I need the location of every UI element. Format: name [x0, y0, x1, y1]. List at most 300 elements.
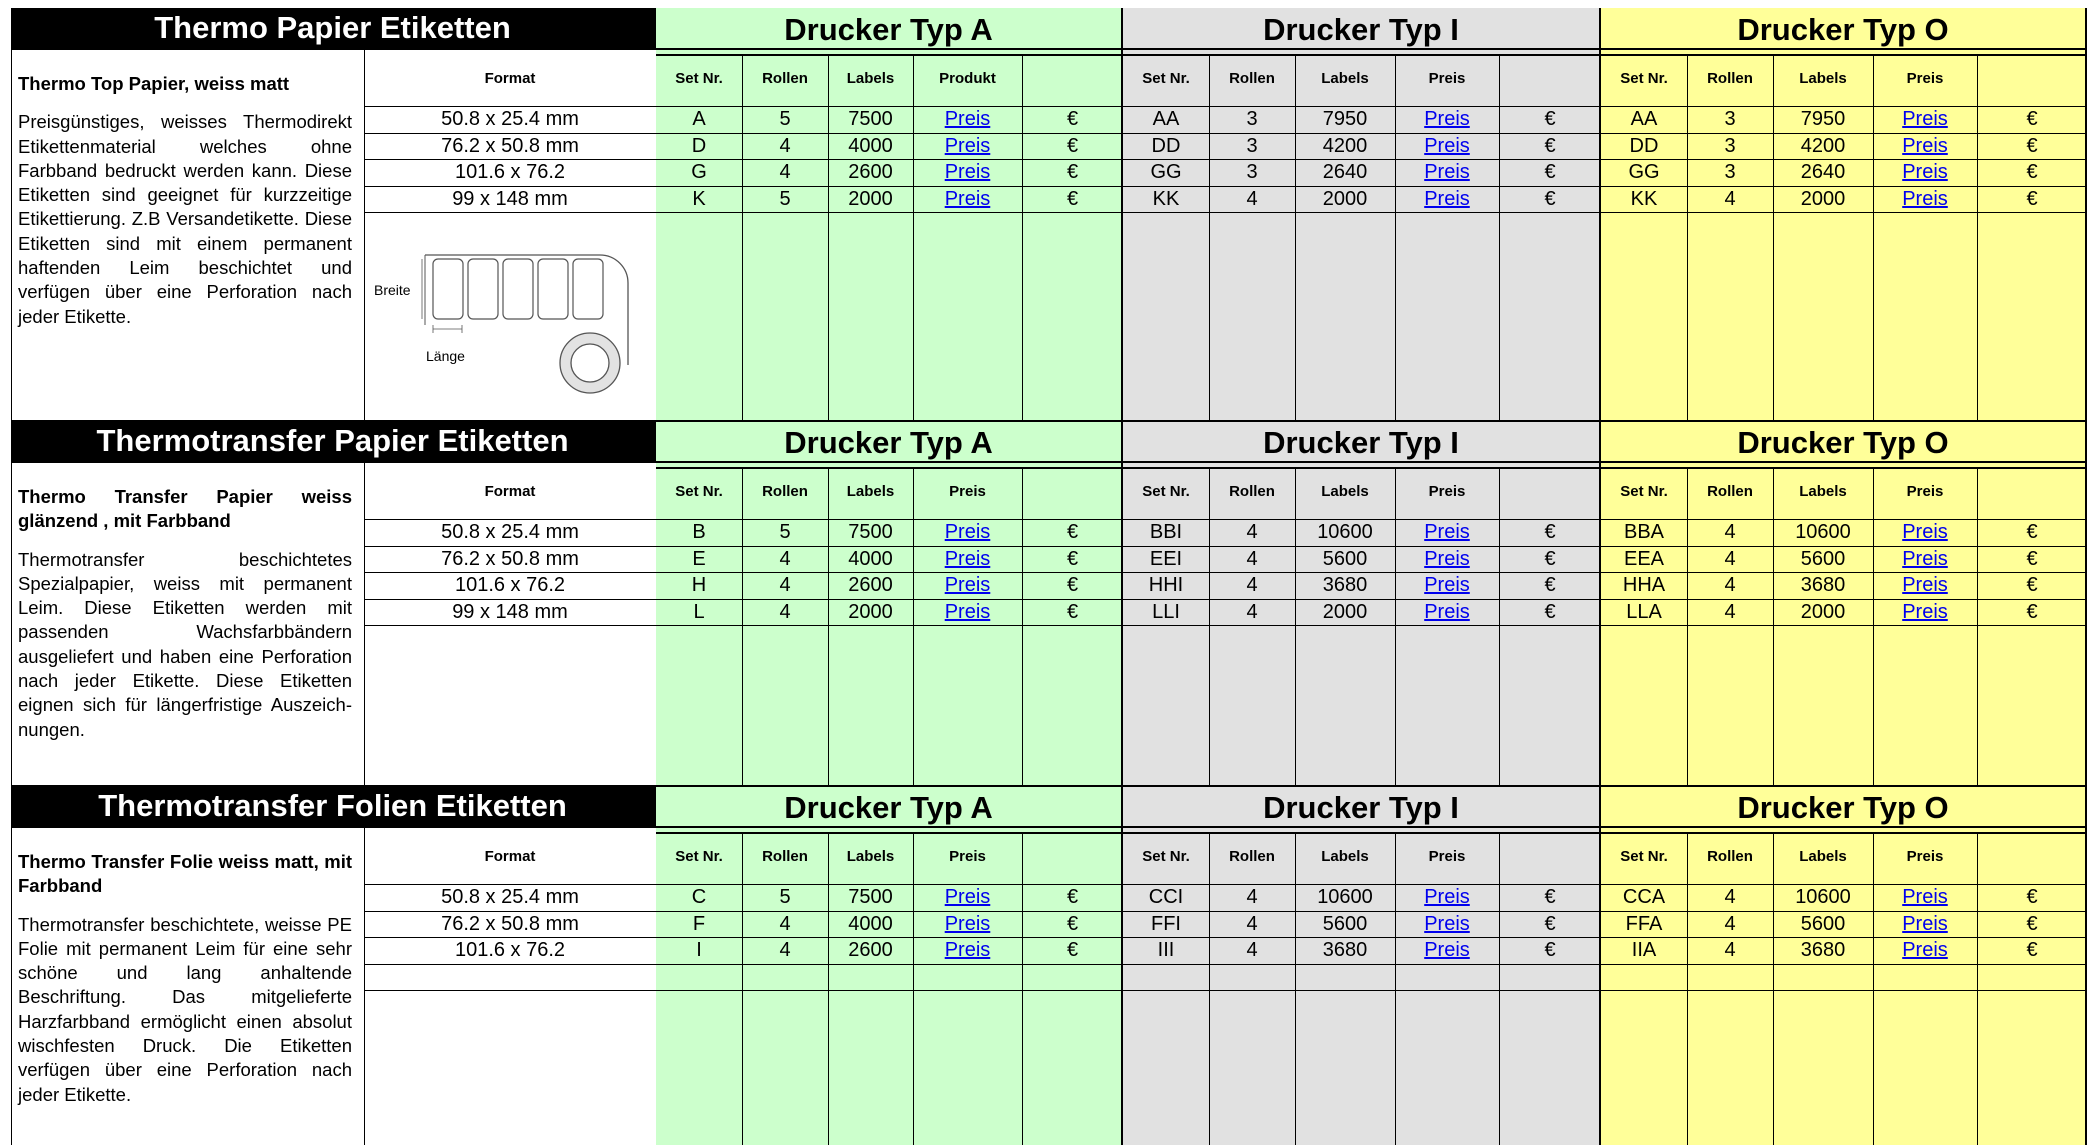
labels-cell: 2000 — [848, 187, 893, 210]
product-description: Preisgünstiges, weisses Thermodirekt Etikettenmaterial welches ohne Farbband bedruckt werden kann. Diese Etiketten sind geeignet für kurzzeitige Etikettierung. Z.B Versandetikette. Diese Etiketten sind mit einem permanent haftenden Leim beschichtet und verfügen über eine Perforation nach jeder Etikette. — [18, 111, 352, 327]
grid-line — [742, 469, 743, 786]
price-link[interactable]: Preis — [1902, 886, 1948, 908]
diagram-length-label: Länge — [426, 348, 465, 364]
format-cell: 99 x 148 mm — [452, 600, 568, 623]
currency-cell: € — [1066, 600, 1079, 623]
labels-cell: 10600 — [1795, 521, 1851, 543]
rollen-cell: 4 — [1724, 547, 1736, 570]
set-cell: KK — [1152, 187, 1180, 210]
format-cell: 50.8 x 25.4 mm — [441, 886, 579, 908]
rollen-cell: 4 — [1724, 574, 1736, 596]
currency-cell: € — [1544, 108, 1556, 130]
printer-panel-a — [656, 786, 1123, 1145]
currency-cell: € — [2026, 600, 2038, 623]
col-header-rollen: Rollen — [762, 483, 808, 500]
price-link[interactable]: Preis — [1902, 521, 1948, 543]
rollen-cell: 4 — [1724, 187, 1736, 210]
set-cell: C — [691, 886, 707, 908]
col-header-set: Set Nr. — [1620, 483, 1668, 500]
printer-title: Drucker Typ O — [1737, 790, 1949, 825]
section-separator — [11, 420, 2087, 422]
printer-title: Drucker Typ I — [1263, 790, 1459, 825]
set-cell: CCI — [1148, 886, 1184, 908]
format-cell: 101.6 x 76.2 — [454, 574, 566, 596]
price-link[interactable]: Preis — [1424, 547, 1470, 570]
labels-cell: 10600 — [1795, 886, 1851, 908]
product-name: Thermo Top Papier, weiss matt — [18, 73, 290, 94]
grid-line — [1295, 469, 1296, 786]
grid-line — [364, 461, 365, 786]
col-header-rollen: Rollen — [1707, 70, 1753, 87]
format-cell: 50.8 x 25.4 mm — [441, 108, 579, 130]
labels-cell: 2600 — [848, 939, 893, 961]
grid-line — [364, 133, 656, 134]
col-header-format: Format — [484, 483, 536, 500]
price-link[interactable]: Preis — [1902, 600, 1948, 623]
set-cell: GG — [1150, 161, 1182, 183]
set-cell: A — [692, 108, 706, 130]
set-cell: GG — [1628, 161, 1660, 183]
grid-line — [1123, 212, 1601, 213]
grid-line — [364, 546, 656, 547]
currency-cell: € — [1544, 547, 1556, 570]
currency-cell: € — [2026, 886, 2038, 908]
rollen-cell: 3 — [1724, 134, 1736, 157]
set-cell: DD — [1629, 134, 1659, 157]
labels-cell: 2640 — [1322, 161, 1368, 183]
rollen-cell: 4 — [1246, 521, 1258, 543]
price-link[interactable]: Preis — [1424, 600, 1470, 623]
currency-cell: € — [1066, 187, 1079, 210]
rollen-cell: 4 — [1724, 886, 1736, 908]
col-header-set: Set Nr. — [675, 70, 723, 87]
set-cell: EEA — [1623, 547, 1665, 570]
rollen-cell: 4 — [1724, 600, 1736, 623]
set-cell: III — [1157, 939, 1175, 961]
col-header-labels: Labels — [1799, 848, 1847, 865]
col-header-labels: Labels — [846, 483, 895, 500]
rollen-cell: 4 — [779, 939, 791, 961]
set-cell: FFA — [1625, 912, 1663, 935]
printer-panel-o — [1601, 421, 2087, 786]
currency-cell: € — [2026, 939, 2038, 961]
labels-cell: 5600 — [1800, 547, 1846, 570]
currency-cell: € — [1544, 161, 1556, 183]
price-link[interactable]: Preis — [1902, 912, 1948, 935]
grid-line — [1601, 990, 2087, 991]
labels-cell: 3680 — [1322, 574, 1368, 596]
set-cell: AA — [1152, 108, 1180, 130]
currency-cell: € — [2026, 187, 2038, 210]
col-header-set: Set Nr. — [1620, 70, 1668, 87]
grid-line — [364, 625, 656, 626]
col-header-preis: Preis — [1428, 70, 1466, 87]
grid-line — [1601, 212, 2087, 213]
printer-panel-o — [1601, 8, 2087, 421]
set-cell: FFI — [1151, 912, 1181, 935]
labels-cell: 3680 — [1800, 939, 1846, 961]
price-link[interactable]: Preis — [1424, 108, 1470, 130]
labels-cell: 5600 — [1322, 912, 1368, 935]
currency-cell: € — [1544, 912, 1556, 935]
labels-cell: 7500 — [848, 108, 893, 130]
col-header-set: Set Nr. — [675, 848, 723, 865]
grid-line — [828, 469, 829, 786]
currency-cell: € — [1544, 574, 1556, 596]
labels-cell: 7950 — [1800, 108, 1846, 130]
rollen-cell: 4 — [1246, 912, 1258, 935]
rollen-cell: 4 — [1246, 574, 1258, 596]
labels-cell: 4000 — [848, 912, 893, 935]
set-cell: CCA — [1622, 886, 1666, 908]
format-cell: 99 x 148 mm — [452, 187, 568, 210]
section-border — [11, 48, 2087, 50]
price-link[interactable]: Preis — [1902, 574, 1948, 596]
grid-line — [1499, 469, 1500, 786]
price-link[interactable]: Preis — [1902, 108, 1948, 130]
col-header-set: Set Nr. — [1142, 848, 1190, 865]
col-header-rollen: Rollen — [1229, 848, 1275, 865]
printer-panel-o — [1601, 786, 2087, 1145]
labels-cell: 7500 — [848, 886, 893, 908]
currency-cell: € — [1544, 134, 1556, 157]
col-header-preis: Preis — [1906, 848, 1944, 865]
grid-line — [364, 937, 656, 938]
spacer — [18, 899, 352, 913]
labels-cell: 2600 — [848, 574, 893, 596]
grid-line — [1395, 469, 1396, 786]
grid-line — [1123, 990, 1601, 991]
price-link[interactable]: Preis — [944, 600, 991, 623]
set-cell: G — [691, 161, 707, 183]
printer-title: Drucker Typ O — [1737, 12, 1949, 47]
price-link[interactable]: Preis — [1902, 134, 1948, 157]
col-header-set: Set Nr. — [675, 483, 723, 500]
col-header-rollen: Rollen — [1707, 483, 1753, 500]
grid-line — [364, 826, 365, 1145]
col-header-preis: Preis — [1906, 70, 1944, 87]
price-link[interactable]: Preis — [944, 521, 991, 543]
currency-cell: € — [2026, 574, 2038, 596]
rollen-cell: 4 — [1724, 939, 1736, 961]
diagram-width-label: Breite — [374, 282, 411, 298]
labels-cell: 10600 — [1317, 521, 1373, 543]
price-link[interactable]: Preis — [944, 574, 991, 596]
rollen-cell: 4 — [779, 600, 791, 623]
grid-line — [364, 106, 656, 107]
price-link[interactable]: Preis — [1424, 886, 1470, 908]
price-link[interactable]: Preis — [944, 161, 991, 183]
price-link[interactable]: Preis — [1902, 547, 1948, 570]
currency-cell: € — [1544, 600, 1556, 623]
labels-cell: 3680 — [1800, 574, 1846, 596]
col-header-rollen: Rollen — [1229, 483, 1275, 500]
grid-line — [364, 572, 656, 573]
printer-panel-a — [656, 421, 1123, 786]
format-cell: 76.2 x 50.8 mm — [441, 134, 579, 157]
col-header-preis: Preis — [1906, 483, 1944, 500]
price-link[interactable]: Preis — [1902, 161, 1948, 183]
rollen-cell: 5 — [779, 187, 791, 210]
labels-cell: 4200 — [1322, 134, 1368, 157]
label-roll-diagram-icon — [400, 245, 660, 405]
grid-line — [1123, 964, 1601, 965]
labels-cell: 2000 — [1800, 187, 1846, 210]
currency-cell: € — [1066, 574, 1079, 596]
rollen-cell: 4 — [1724, 521, 1736, 543]
grid-line — [364, 212, 656, 213]
grid-line — [1873, 469, 1874, 786]
price-link[interactable]: Preis — [944, 547, 991, 570]
set-cell: HHA — [1622, 574, 1666, 596]
product-name: Thermo Transfer Papier weiss glänzend , mit Farbband — [18, 486, 352, 532]
printer-title: Drucker Typ I — [1263, 425, 1459, 460]
rollen-cell: 3 — [1246, 161, 1258, 183]
currency-cell: € — [1066, 521, 1079, 543]
col-header-set: Set Nr. — [1142, 70, 1190, 87]
col-header-labels: Labels — [1321, 848, 1369, 865]
rollen-cell: 3 — [1246, 134, 1258, 157]
grid-line — [1601, 625, 2087, 626]
labels-cell: 2000 — [1322, 600, 1368, 623]
grid-line — [1773, 469, 1774, 786]
grid-line — [1022, 469, 1023, 786]
grid-line — [364, 911, 656, 912]
currency-cell: € — [1066, 886, 1079, 908]
currency-cell: € — [1066, 161, 1079, 183]
currency-cell: € — [1544, 939, 1556, 961]
currency-cell: € — [1066, 547, 1079, 570]
col-header-labels: Labels — [1799, 70, 1847, 87]
set-cell: AA — [1630, 108, 1658, 130]
col-header-rollen: Rollen — [762, 848, 808, 865]
currency-cell: € — [1066, 134, 1079, 157]
printer-title: Drucker Typ A — [784, 425, 993, 460]
section-title: Thermo Papier Etiketten — [11, 8, 656, 48]
set-cell: BBI — [1149, 521, 1183, 543]
set-cell: K — [692, 187, 706, 210]
labels-cell: 2000 — [1800, 600, 1846, 623]
section-border — [656, 467, 2087, 469]
set-cell: D — [691, 134, 707, 157]
section-separator — [11, 785, 2087, 787]
col-header-labels: Labels — [1321, 70, 1369, 87]
currency-cell: € — [1544, 187, 1556, 210]
grid-line — [656, 964, 1123, 965]
set-cell: H — [691, 574, 707, 596]
product-text — [18, 485, 352, 742]
col-header-rollen: Rollen — [1229, 70, 1275, 87]
section-border — [11, 461, 2087, 463]
col-header-preis: Preis — [1428, 848, 1466, 865]
printer-title: Drucker Typ A — [784, 12, 993, 47]
rollen-cell: 4 — [779, 547, 791, 570]
labels-cell: 2640 — [1800, 161, 1846, 183]
currency-cell: € — [1544, 886, 1556, 908]
rollen-cell: 4 — [1246, 600, 1258, 623]
format-cell: 76.2 x 50.8 mm — [441, 547, 579, 570]
price-link[interactable]: Preis — [944, 912, 991, 935]
set-cell: F — [692, 912, 706, 935]
set-cell: BBA — [1623, 521, 1665, 543]
section-border — [11, 826, 2087, 828]
rollen-cell: 4 — [779, 574, 791, 596]
grid-line — [1209, 469, 1210, 786]
labels-cell: 2600 — [848, 161, 893, 183]
grid-line — [364, 599, 656, 600]
currency-cell: € — [2026, 547, 2038, 570]
section-border — [656, 54, 2087, 56]
col-header-labels: Labels — [846, 70, 895, 87]
col-header-rollen: Rollen — [762, 70, 808, 87]
currency-cell: € — [1066, 108, 1079, 130]
format-cell: 101.6 x 76.2 — [454, 939, 566, 961]
rollen-cell: 4 — [779, 134, 791, 157]
currency-cell: € — [1066, 912, 1079, 935]
set-cell: LLI — [1152, 600, 1180, 623]
labels-cell: 2000 — [848, 600, 893, 623]
labels-cell: 4000 — [848, 134, 893, 157]
currency-cell: € — [2026, 108, 2038, 130]
section-title: Thermotransfer Papier Etiketten — [11, 421, 656, 461]
printer-title: Drucker Typ O — [1737, 425, 1949, 460]
labels-cell: 7500 — [848, 521, 893, 543]
grid-line — [913, 469, 914, 786]
price-link[interactable]: Preis — [1424, 939, 1470, 961]
price-link[interactable]: Preis — [944, 886, 991, 908]
set-cell: E — [692, 547, 706, 570]
set-cell: L — [693, 600, 705, 623]
grid-line — [1977, 469, 1978, 786]
format-cell: 50.8 x 25.4 mm — [441, 521, 579, 543]
price-link[interactable]: Preis — [1902, 187, 1948, 210]
col-header-labels: Labels — [1321, 483, 1369, 500]
printer-panel-i — [1123, 786, 1601, 1145]
col-header-set: Set Nr. — [1620, 848, 1668, 865]
currency-cell: € — [2026, 912, 2038, 935]
set-cell: LLA — [1626, 600, 1662, 623]
rollen-cell: 4 — [779, 161, 791, 183]
price-link[interactable]: Preis — [944, 939, 991, 961]
col-header-preis: Produkt — [939, 70, 996, 87]
price-link[interactable]: Preis — [1424, 134, 1470, 157]
labels-cell: 4200 — [1800, 134, 1846, 157]
format-column — [364, 826, 656, 1145]
col-header-format: Format — [484, 848, 536, 865]
col-header-set: Set Nr. — [1142, 483, 1190, 500]
format-cell: 76.2 x 50.8 mm — [441, 912, 579, 935]
format-cell: 101.6 x 76.2 — [454, 161, 566, 183]
printer-title: Drucker Typ A — [784, 790, 993, 825]
grid-line — [656, 625, 1123, 626]
grid-line — [364, 519, 656, 520]
grid-line — [1687, 469, 1688, 786]
rollen-cell: 4 — [1724, 912, 1736, 935]
labels-cell: 4000 — [848, 547, 893, 570]
printer-panel-i — [1123, 421, 1601, 786]
labels-cell: 10600 — [1317, 886, 1373, 908]
currency-cell: € — [1544, 521, 1556, 543]
currency-cell: € — [2026, 134, 2038, 157]
col-header-labels: Labels — [1799, 483, 1847, 500]
set-cell: I — [696, 939, 702, 961]
printer-panel-a — [656, 8, 1123, 421]
rollen-cell: 4 — [779, 912, 791, 935]
spacer — [18, 534, 352, 548]
rollen-cell: 3 — [1724, 108, 1736, 130]
labels-cell: 5600 — [1800, 912, 1846, 935]
currency-cell: € — [2026, 161, 2038, 183]
col-header-format: Format — [484, 70, 536, 87]
section-title: Thermotransfer Folien Etiketten — [11, 786, 656, 826]
price-link[interactable]: Preis — [1424, 521, 1470, 543]
col-header-preis: Preis — [1428, 483, 1466, 500]
set-cell: HHI — [1148, 574, 1184, 596]
col-header-labels: Labels — [846, 848, 895, 865]
labels-cell: 2000 — [1322, 187, 1368, 210]
labels-cell: 3680 — [1322, 939, 1368, 961]
grid-line — [364, 48, 365, 421]
grid-line — [656, 212, 1123, 213]
currency-cell: € — [2026, 521, 2038, 543]
product-name: Thermo Transfer Folie weiss matt, mit Farbband — [18, 851, 352, 897]
rollen-cell: 4 — [1246, 187, 1258, 210]
price-link[interactable]: Preis — [1424, 574, 1470, 596]
price-link[interactable]: Preis — [944, 108, 991, 130]
product-description: Thermotransfer beschichtetes Spezialpapier, weiss mit permanent Leim. Diese Etiketten werden mit passenden Wachsfarbbändern ausgeliefert und haben eine Perforation nach jeder Etikette. Diese Etiketten eignen sich für längerfristige Auszeichnungen. — [18, 548, 352, 740]
price-link[interactable]: Preis — [944, 187, 991, 210]
spacer — [18, 96, 352, 110]
set-cell: IIA — [1631, 939, 1657, 961]
rollen-cell: 5 — [779, 521, 791, 543]
grid-line — [1123, 625, 1601, 626]
price-link[interactable]: Preis — [1424, 187, 1470, 210]
rollen-cell: 4 — [1246, 939, 1258, 961]
price-link[interactable]: Preis — [1902, 939, 1948, 961]
rollen-cell: 3 — [1246, 108, 1258, 130]
col-header-preis: Preis — [949, 483, 986, 500]
grid-line — [1601, 964, 2087, 965]
rollen-cell: 5 — [779, 108, 791, 130]
printer-title: Drucker Typ I — [1263, 12, 1459, 47]
price-link[interactable]: Preis — [944, 134, 991, 157]
rollen-cell: 5 — [779, 886, 791, 908]
grid-line — [364, 186, 656, 187]
price-link[interactable]: Preis — [1424, 161, 1470, 183]
col-header-rollen: Rollen — [1707, 848, 1753, 865]
grid-line — [656, 990, 1123, 991]
printer-panel-i — [1123, 8, 1601, 421]
rollen-cell: 4 — [1246, 547, 1258, 570]
col-header-preis: Preis — [949, 848, 986, 865]
set-cell: EEI — [1149, 547, 1183, 570]
grid-line — [364, 990, 656, 991]
product-text — [18, 72, 352, 329]
grid-line — [364, 964, 656, 965]
grid-line — [364, 159, 656, 160]
section-border — [656, 832, 2087, 834]
product-text — [18, 850, 352, 1107]
price-link[interactable]: Preis — [1424, 912, 1470, 935]
rollen-cell: 3 — [1724, 161, 1736, 183]
labels-cell: 5600 — [1322, 547, 1368, 570]
set-cell: DD — [1151, 134, 1181, 157]
labels-cell: 7950 — [1322, 108, 1368, 130]
rollen-cell: 4 — [1246, 886, 1258, 908]
product-description: Thermotransfer beschichtete, weisse PE Folie mit permanent Leim für eine sehr schöne und lang anhaltende Beschriftung. Das mitgelieferte Harzfarbband ermöglicht einen absolut wischfesten Druck. Die Etiketten verfügen über eine Perforation nach jeder Etikette. — [18, 913, 352, 1105]
set-cell: B — [692, 521, 706, 543]
set-cell: KK — [1630, 187, 1658, 210]
